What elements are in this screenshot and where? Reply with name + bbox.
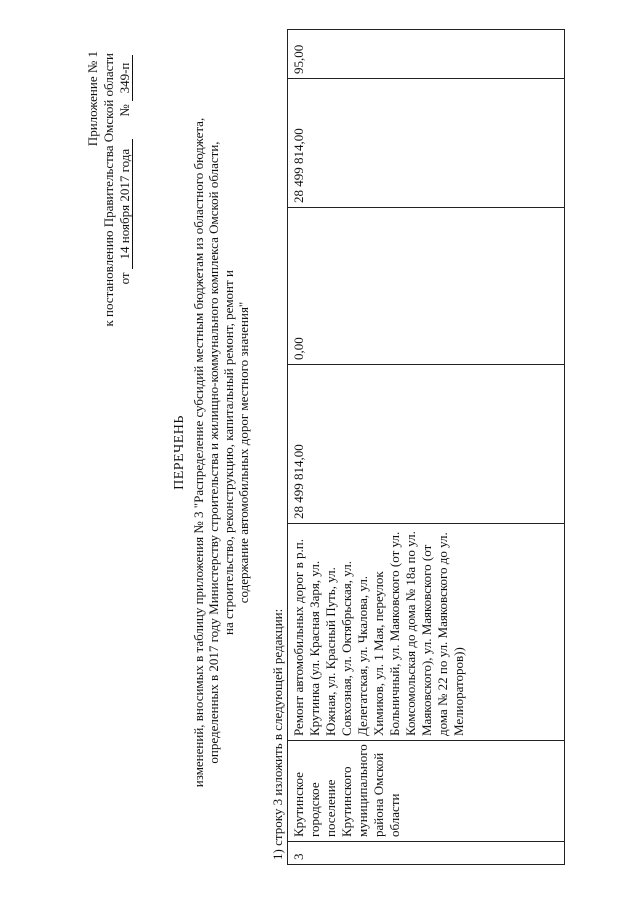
cell-recipient: Крутинское городское поселение Крутинского муниципального района Омской области [288, 741, 565, 842]
number-prefix: № [117, 104, 132, 117]
cell-amount-c: 28 499 814,00 [288, 79, 565, 208]
decree-date-line [117, 55, 133, 284]
decree-date: 14 ноября 2017 года [117, 139, 133, 269]
table-row [288, 30, 565, 865]
date-prefix: от [117, 272, 132, 285]
title-line-1: изменений, вносимых в таблицу приложения № 3 "Распределение субсидий местным бюджетам из областного бюджета, [191, 117, 206, 788]
title-line-4: содержание автомобильных дорог местного значения" [236, 301, 251, 604]
decree-reference: к постановлению Правительства Омской области [101, 53, 116, 327]
cell-total: 28 499 814,00 [288, 365, 565, 524]
cell-object: Ремонт автомобильных дорог в р.п. Крутинка (ул. Красная Заря, ул. Южная, ул. Красный Путь, ул. Совхозная, ул. Октябрьская, ул. Делегатская, ул. Чкалова, ул. Химиков, ул. 1 Мая, переулок Больничный, ул. Маяковского (от ул. Комсомольская до дома № 18а по ул. Маяковского), ул. Маяковского (от дома № 22 по ул. Маяковского до ул. Мелиораторов)) [288, 524, 565, 741]
subsidy-table [287, 29, 565, 865]
document-title: ПЕРЕЧЕНЬ [172, 415, 187, 490]
title-line-3: на строительство, реконструкцию, капитальный ремонт, ремонт и [221, 270, 236, 635]
title-block [172, 0, 251, 905]
cell-amount-b: 0,00 [288, 208, 565, 365]
cell-percent: 95,00 [288, 30, 565, 79]
cell-row-number: 3 [288, 842, 565, 865]
instruction-item: 1) строку 3 изложить в следующей редакции: [270, 608, 285, 860]
appendix-label: Приложение № 1 [85, 51, 100, 147]
decree-number: 349-п [117, 55, 133, 101]
title-line-2: определенных в 2017 году Министерству строительства и жилищно-коммунального комплекса Омской области, [206, 141, 221, 764]
